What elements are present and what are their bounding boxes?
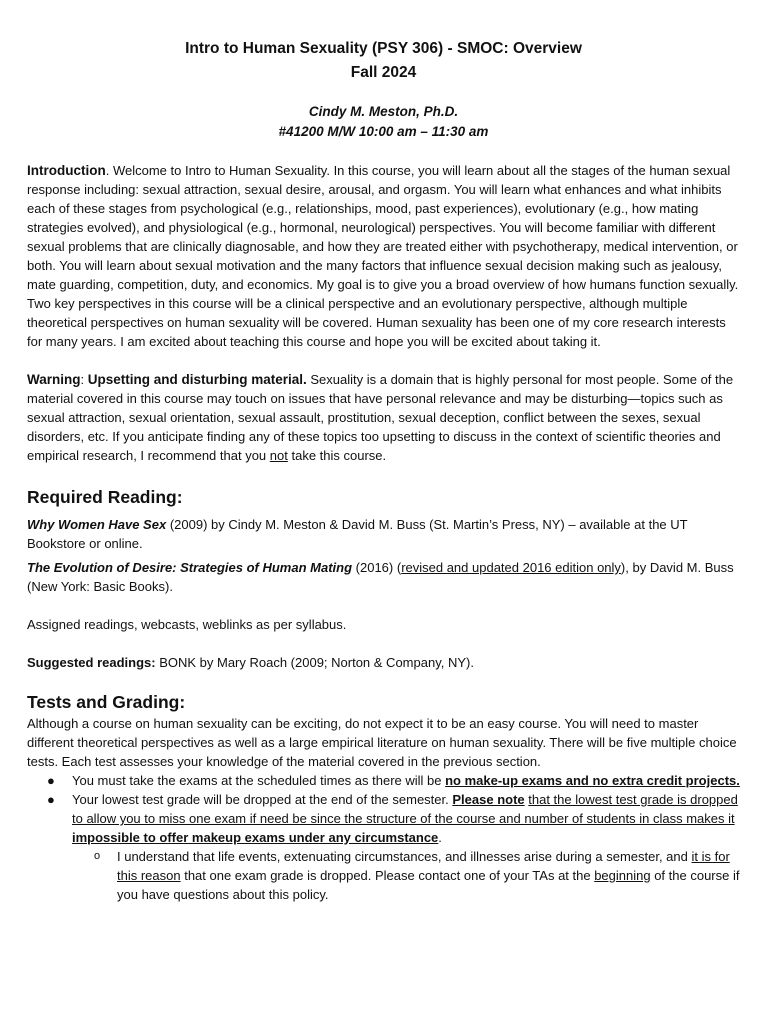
book2-year: (2016) ( [352,560,402,575]
assigned-readings: Assigned readings, webcasts, weblinks as per syllabus. [27,617,347,632]
introduction-text: . Welcome to Intro to Human Sexuality. In this course, you will learn about all the stages of the human sexual response including: sexual attraction, sexual desire, arousal, and orgasm. You will learn what enhances and what inhibits each of these stages from psychological (e.g., relationships, mood, past experiences), evolutionary (e.g., how mating strategies evolved), and physiological (e.g., hormonal, neurological) perspectives. You will become familiar with different sexual problems that are clinically diagnosable, and how they are treated either with psychotherapy, medical intervention, or both. You will learn about sexual motivation and the many factors that influence sexual decision making such as jealousy, mate guarding, competition, duty, and economics. My goal is to give you a broad overview of how humans function sexually. Two key perspectives in this course will be a clinical perspective and an evolutionary perspective, although multiple theoretical perspectives on human sexuality will be covered. Human sexuality has been one of my core research interests for many years. I am excited about teaching this course and hope you will be excited about taking it. [27,163,739,349]
list-item [27,790,740,904]
sub1-text: I understand that life events, extenuating circumstances, and illnesses arise during a semester, and [117,849,692,864]
class-schedule: #41200 M/W 10:00 am – 11:30 am [278,124,489,139]
bullet2-note: Please note [452,792,525,807]
sub1-beginning: beginning [594,868,651,883]
sub1-end: of the course if you have questions about this policy. [117,868,740,902]
book2-title: The Evolution of Desire: Strategies of Human Mating [27,560,353,575]
required-book-1 [27,515,740,553]
bullet1-emphasis: no make-up exams and no extra credit projects. [445,773,740,788]
suggested-label: Suggested readings: [27,655,156,670]
suggested-readings [27,653,740,672]
required-reading-heading: Required Reading: [27,487,183,507]
warning-colon: : [80,372,88,387]
warning-emphasis: not [269,448,288,463]
sub1-underlined: it is for this reason [117,849,730,883]
tests-grading-heading: Tests and Grading: [27,692,186,712]
bullet2-underlined: that the lowest test grade is dropped to allow you to miss one exam if need be since the structure of the course and number of students in class makes it [72,792,738,826]
warning-text-end: take this course. [287,448,387,463]
instructor-name: Cindy M. Meston, Ph.D. [308,104,459,119]
bullet-icon: ● [47,773,55,788]
sub1-mid: that one exam grade is dropped. Please contact one of your TAs at the [180,868,595,883]
bullet-icon: ● [47,792,55,807]
list-item [72,847,740,904]
book2-edition: revised and updated 2016 edition only [401,560,621,575]
required-book-2 [27,558,740,596]
book2-details: ), by David M. Buss (New York: Basic Books). [27,560,734,594]
book1-details: (2009) by Cindy M. Meston & David M. Buss (St. Martin’s Press, NY) – available at the UT Bookstore or online. [27,517,688,551]
suggested-text: BONK by Mary Roach (2009; Norton & Company, NY). [155,655,474,670]
bullet2-emphasis: impossible to offer makeup exams under any circumstance [72,830,439,845]
instructor-block [27,102,740,142]
warning-label: Warning [27,372,81,387]
warning-heading: Upsetting and disturbing material. [87,372,307,387]
grading-policy-list [27,771,740,904]
sub-list [72,847,740,904]
book1-title: Why Women Have Sex [27,517,167,532]
bullet2-end: . [438,830,442,845]
bullet1-text: You must take the exams at the scheduled times as there will be [72,773,446,788]
circle-bullet-icon: o [94,850,101,862]
semester-title: Fall 2024 [350,64,417,81]
course-title: Intro to Human Sexuality (PSY 306) - SMOC: Overview [185,40,582,57]
tests-intro-paragraph: Although a course on human sexuality can be exciting, do not expect it to be an easy course. You will need to master different theoretical perspectives as well as a large empirical literature on human sexuality. There will be five multiple choice tests. Each test assesses your knowledge of the material covered in the previous section. [27,716,737,769]
warning-paragraph [27,370,740,465]
introduction-label: Introduction [27,163,106,178]
bullet2-text: Your lowest test grade will be dropped at the end of the semester. [72,792,453,807]
introduction-paragraph [27,161,740,351]
list-item [27,771,740,790]
warning-text: Sexuality is a domain that is highly personal for most people. Some of the material covered in this course may touch on issues that have personal relevance and may be disturbing—topics such as sexual attraction, sexual orientation, sexual assault, prostitution, sexual deception, conflict between the sexes, sexual disorders, etc. If you anticipate finding any of these topics too upsetting to discuss in the context of scientific theories and empirical research, I recommend that you [27,372,734,463]
